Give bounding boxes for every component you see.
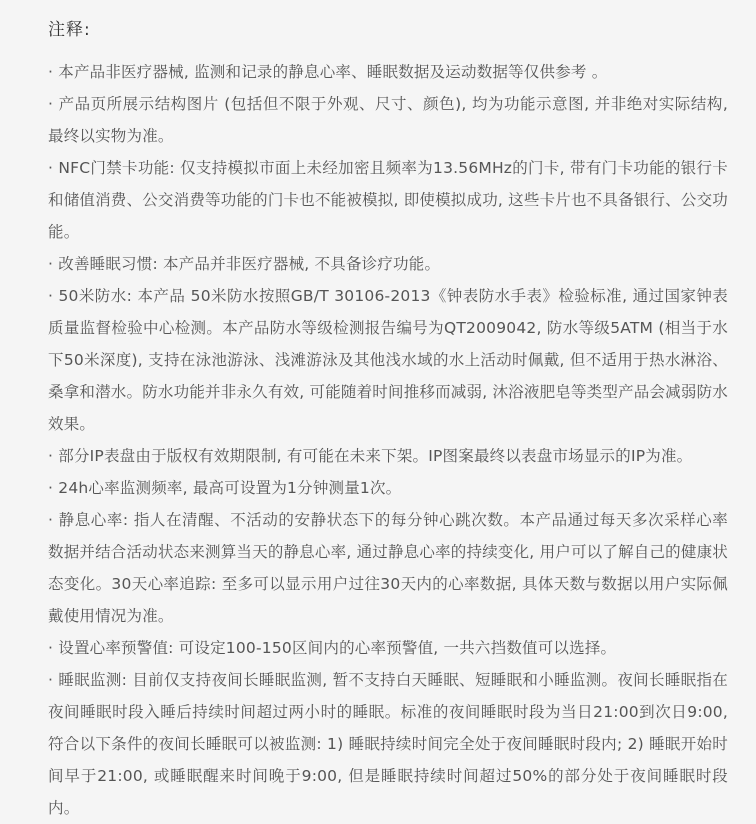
note-item-water-resistance: · 50米防水: 本产品 50米防水按照GB/T 30106-2013《钟表防水手表》检验标准, 通过国家钟表质量监督检验中心检测。本产品防水等级检测报告编号为QT2009042, 防水等级5ATM (相当于水下50米深度), 支持在泳池游泳、浅滩游泳及其他浅水域的水上活动时佩戴, 但不适用于热水淋浴、桑拿和潜水。防水功能并非永久有效, 可能随着时间推移而减弱, 沐浴液肥皂等类型产品会减弱防水效果。	[48, 287, 728, 433]
note-item-heart-rate-alert: · 设置心率预警值: 可设定100-150区间内的心率预警值, 一共六挡数值可以选择。	[48, 639, 617, 657]
notes-section	[48, 16, 728, 824]
note-item-image-disclaimer: · 产品页所展示结构图片 (包括但不限于外观、尺寸、颜色), 均为功能示意图, 并非绝对实际结构, 最终以实物为准。	[48, 95, 728, 145]
note-item-sleep-habits: · 改善睡眠习惯: 本产品并非医疗器械, 不具备诊疗功能。	[48, 255, 441, 273]
note-item-nfc-card: · NFC门禁卡功能: 仅支持模拟市面上未经加密且频率为13.56MHz的门卡, 带有门卡功能的银行卡和储值消费、公交消费等功能的门卡也不能被模拟, 即使模拟成功, 这些卡片也不具备银行、公交功能。	[48, 159, 728, 241]
note-item-resting-heart-rate: · 静息心率: 指人在清醒、不活动的安静状态下的每分钟心跳次数。本产品通过每天多次采样心率数据并结合活动状态来测算当天的静息心率, 通过静息心率的持续变化, 用户可以了解自己的健康状态变化。30天心率追踪: 至多可以显示用户过往30天内的心率数据, 具体天数与数据以用户实际佩戴使用情况为准。	[48, 511, 728, 625]
note-item-heart-rate-frequency: · 24h心率监测频率, 最高可设置为1分钟测量1次。	[48, 479, 402, 497]
note-item-ip-watchfaces: · 部分IP表盘由于版权有效期限制, 有可能在未来下架。IP图案最终以表盘市场显示的IP为准。	[48, 447, 693, 465]
note-item-sleep-monitoring: · 睡眠监测: 目前仅支持夜间长睡眠监测, 暂不支持白天睡眠、短睡眠和小睡监测。夜间长睡眠指在夜间睡眠时段入睡后持续时间超过两小时的睡眠。标准的夜间睡眠时段为当日21:00到次日9:00, 符合以下条件的夜间长睡眠可以被监测: 1) 睡眠持续时间完全处于夜间睡眠时段内; 2) 睡眠开始时间早于21:00, 或睡眠醒来时间晚于9:00, 但是睡眠持续时间超过50%的部分处于夜间睡眠时段内。	[48, 671, 728, 817]
note-item-medical-disclaimer: · 本产品非医疗器械, 监测和记录的静息心率、睡眠数据及运动数据等仅供参考 。	[48, 63, 608, 81]
notes-title: 注释:	[48, 20, 91, 40]
notes-list	[48, 56, 728, 824]
